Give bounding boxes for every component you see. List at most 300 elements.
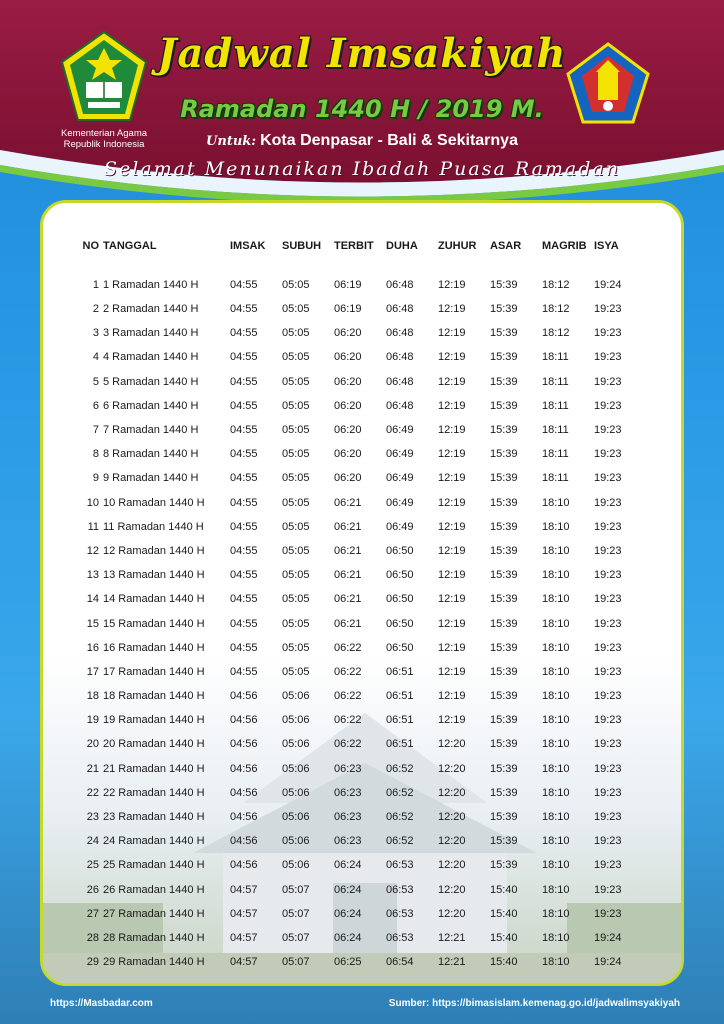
table-row: [73, 926, 638, 950]
cell-asar: 15:40: [490, 956, 518, 969]
cell-asar: 15:39: [490, 399, 518, 412]
cell-terbit: 06:22: [334, 690, 362, 703]
cell-duha: 06:53: [386, 859, 414, 872]
page-title: Jadwal Imsakiyah: [157, 30, 567, 77]
cell-isya: 19:23: [594, 641, 622, 654]
cell-duha: 06:49: [386, 448, 414, 461]
cell-terbit: 06:23: [334, 811, 362, 824]
table-row: [73, 563, 638, 587]
cell-isya: 19:23: [594, 738, 622, 751]
cell-date: 8 Ramadan 1440 H: [103, 448, 199, 461]
cell-duha: 06:52: [386, 762, 414, 775]
cell-zuhur: 12:19: [438, 617, 466, 630]
cell-terbit: 06:24: [334, 883, 362, 896]
table-row: [73, 394, 638, 418]
website-credit: https://Masbadar.com: [50, 998, 153, 1009]
cell-magrib: 18:10: [542, 907, 570, 920]
cell-terbit: 06:21: [334, 544, 362, 557]
cell-asar: 15:39: [490, 496, 518, 509]
cell-no: 15: [86, 617, 99, 630]
cell-zuhur: 12:19: [438, 424, 466, 437]
cell-date: 18 Ramadan 1440 H: [103, 690, 205, 703]
cell-subuh: 05:06: [282, 786, 310, 799]
cell-isya: 19:23: [594, 883, 622, 896]
cell-isya: 19:23: [594, 690, 622, 703]
cell-zuhur: 12:19: [438, 714, 466, 727]
cell-duha: 06:51: [386, 665, 414, 678]
cell-zuhur: 12:19: [438, 448, 466, 461]
cell-no: 22: [86, 786, 99, 799]
cell-zuhur: 12:19: [438, 544, 466, 557]
cell-isya: 19:23: [594, 665, 622, 678]
cell-imsak: 04:55: [230, 327, 258, 340]
cell-zuhur: 12:19: [438, 472, 466, 485]
cell-subuh: 05:05: [282, 496, 310, 509]
cell-no: 27: [86, 907, 99, 920]
cell-isya: 19:23: [594, 762, 622, 775]
cell-magrib: 18:10: [542, 738, 570, 751]
cell-date: 9 Ramadan 1440 H: [103, 472, 199, 485]
cell-magrib: 18:10: [542, 569, 570, 582]
cell-zuhur: 12:19: [438, 351, 466, 364]
cell-date: 25 Ramadan 1440 H: [103, 859, 205, 872]
cell-magrib: 18:11: [542, 399, 569, 412]
cell-asar: 15:39: [490, 375, 518, 388]
cell-duha: 06:50: [386, 617, 414, 630]
cell-date: 28 Ramadan 1440 H: [103, 931, 205, 944]
cell-zuhur: 12:20: [438, 883, 466, 896]
schedule-card: [40, 200, 684, 986]
header-subuh: SUBUH: [282, 240, 322, 252]
city-logo: [566, 42, 650, 126]
cell-zuhur: 12:19: [438, 641, 466, 654]
cell-no: 5: [92, 375, 99, 388]
header-duha: DUHA: [386, 240, 418, 252]
table-row: [73, 684, 638, 708]
cell-no: 24: [86, 835, 99, 848]
cell-date: 2 Ramadan 1440 H: [103, 303, 199, 316]
cell-date: 20 Ramadan 1440 H: [103, 738, 205, 751]
cell-magrib: 18:10: [542, 641, 570, 654]
cell-subuh: 05:06: [282, 811, 310, 824]
cell-no: 23: [86, 811, 99, 824]
cell-magrib: 18:11: [542, 351, 569, 364]
cell-terbit: 06:20: [334, 399, 362, 412]
cell-terbit: 06:24: [334, 859, 362, 872]
cell-asar: 15:39: [490, 279, 518, 291]
cell-zuhur: 12:19: [438, 690, 466, 703]
cell-no: 26: [86, 883, 99, 896]
cell-asar: 15:39: [490, 593, 518, 606]
cell-subuh: 05:05: [282, 617, 310, 630]
cell-magrib: 18:10: [542, 883, 570, 896]
cell-date: 13 Ramadan 1440 H: [103, 569, 205, 582]
cell-terbit: 06:20: [334, 424, 362, 437]
cell-date: 29 Ramadan 1440 H: [103, 956, 205, 969]
cell-isya: 19:24: [594, 956, 622, 969]
cell-zuhur: 12:20: [438, 786, 466, 799]
cell-subuh: 05:07: [282, 883, 310, 896]
cell-isya: 19:23: [594, 714, 622, 727]
cell-date: 1 Ramadan 1440 H: [103, 279, 199, 291]
table-row: [73, 853, 638, 877]
cell-isya: 19:23: [594, 351, 622, 364]
cell-duha: 06:54: [386, 956, 414, 969]
cell-subuh: 05:06: [282, 835, 310, 848]
table-row: [73, 829, 638, 853]
cell-magrib: 18:10: [542, 520, 570, 533]
cell-duha: 06:52: [386, 786, 414, 799]
cell-imsak: 04:55: [230, 448, 258, 461]
cell-asar: 15:39: [490, 472, 518, 485]
cell-no: 28: [86, 931, 99, 944]
cell-zuhur: 12:19: [438, 303, 466, 316]
cell-terbit: 06:21: [334, 520, 362, 533]
cell-subuh: 05:05: [282, 520, 310, 533]
cell-duha: 06:50: [386, 569, 414, 582]
cell-magrib: 18:10: [542, 835, 570, 848]
header-terbit: TERBIT: [334, 240, 374, 252]
cell-date: 16 Ramadan 1440 H: [103, 641, 205, 654]
cell-imsak: 04:55: [230, 593, 258, 606]
cell-terbit: 06:25: [334, 956, 362, 969]
cell-isya: 19:23: [594, 375, 622, 388]
cell-terbit: 06:21: [334, 496, 362, 509]
cell-duha: 06:50: [386, 593, 414, 606]
cell-imsak: 04:56: [230, 786, 258, 799]
cell-duha: 06:53: [386, 907, 414, 920]
cell-no: 7: [92, 424, 99, 437]
cell-imsak: 04:56: [230, 690, 258, 703]
cell-magrib: 18:10: [542, 690, 570, 703]
cell-subuh: 05:06: [282, 859, 310, 872]
cell-zuhur: 12:19: [438, 593, 466, 606]
cell-date: 26 Ramadan 1440 H: [103, 883, 205, 896]
table-row: [73, 418, 638, 442]
cell-duha: 06:48: [386, 351, 414, 364]
cell-imsak: 04:57: [230, 931, 258, 944]
cell-duha: 06:53: [386, 931, 414, 944]
cell-subuh: 05:05: [282, 327, 310, 340]
cell-duha: 06:49: [386, 424, 414, 437]
cell-isya: 19:23: [594, 835, 622, 848]
cell-imsak: 04:55: [230, 520, 258, 533]
cell-imsak: 04:56: [230, 714, 258, 727]
cell-isya: 19:23: [594, 496, 622, 509]
cell-zuhur: 12:21: [438, 956, 466, 969]
cell-imsak: 04:55: [230, 375, 258, 388]
cell-terbit: 06:21: [334, 617, 362, 630]
cell-zuhur: 12:20: [438, 859, 466, 872]
cell-isya: 19:23: [594, 424, 622, 437]
cell-duha: 06:48: [386, 375, 414, 388]
cell-asar: 15:39: [490, 762, 518, 775]
ministry-name-line1: Kementerian Agama: [60, 128, 148, 139]
cell-duha: 06:52: [386, 811, 414, 824]
header-date: TANGGAL: [103, 240, 157, 252]
cell-asar: 15:40: [490, 883, 518, 896]
cell-duha: 06:48: [386, 399, 414, 412]
cell-date: 23 Ramadan 1440 H: [103, 811, 205, 824]
table-row: [73, 611, 638, 635]
cell-subuh: 05:05: [282, 351, 310, 364]
cell-asar: 15:39: [490, 327, 518, 340]
cell-no: 19: [86, 714, 99, 727]
cell-imsak: 04:57: [230, 883, 258, 896]
cell-subuh: 05:05: [282, 375, 310, 388]
cell-no: 17: [86, 665, 99, 678]
cell-asar: 15:40: [490, 907, 518, 920]
cell-subuh: 05:07: [282, 931, 310, 944]
cell-asar: 15:39: [490, 786, 518, 799]
cell-isya: 19:24: [594, 931, 622, 944]
cell-no: 1: [92, 279, 99, 291]
cell-magrib: 18:10: [542, 786, 570, 799]
table-row: [73, 950, 638, 974]
cell-terbit: 06:23: [334, 835, 362, 848]
cell-no: 10: [86, 496, 99, 509]
cell-no: 6: [92, 399, 99, 412]
cell-zuhur: 12:19: [438, 327, 466, 340]
denpasar-emblem-icon: [566, 42, 650, 126]
cell-isya: 19:23: [594, 472, 622, 485]
cell-no: 9: [92, 472, 99, 485]
table-row: [73, 515, 638, 539]
cell-duha: 06:51: [386, 738, 414, 751]
cell-asar: 15:39: [490, 811, 518, 824]
cell-duha: 06:51: [386, 690, 414, 703]
table-row: [73, 902, 638, 926]
cell-duha: 06:49: [386, 496, 414, 509]
cell-no: 20: [86, 738, 99, 751]
cell-asar: 15:39: [490, 303, 518, 316]
cell-magrib: 18:11: [542, 448, 569, 461]
cell-magrib: 18:12: [542, 279, 570, 291]
cell-no: 3: [92, 327, 99, 340]
cell-isya: 19:23: [594, 327, 622, 340]
table-body: [73, 265, 638, 974]
cell-isya: 19:23: [594, 617, 622, 630]
cell-no: 16: [86, 641, 99, 654]
cell-asar: 15:40: [490, 931, 518, 944]
location-line: [0, 132, 724, 150]
cell-subuh: 05:06: [282, 762, 310, 775]
header-no: NO: [82, 240, 99, 252]
cell-zuhur: 12:20: [438, 811, 466, 824]
cell-subuh: 05:05: [282, 641, 310, 654]
imsakiyah-table: [73, 227, 638, 974]
cell-terbit: 06:20: [334, 448, 362, 461]
table-row: [73, 265, 638, 297]
cell-asar: 15:39: [490, 617, 518, 630]
cell-subuh: 05:07: [282, 956, 310, 969]
table-row: [73, 587, 638, 611]
cell-imsak: 04:55: [230, 303, 258, 316]
table-row: [73, 660, 638, 684]
table-row: [73, 370, 638, 394]
cell-no: 14: [86, 593, 99, 606]
cell-isya: 19:23: [594, 520, 622, 533]
cell-magrib: 18:10: [542, 617, 570, 630]
cell-isya: 19:23: [594, 907, 622, 920]
table-row: [73, 321, 638, 345]
table-row: [73, 708, 638, 732]
cell-asar: 15:39: [490, 424, 518, 437]
cell-imsak: 04:55: [230, 569, 258, 582]
cell-asar: 15:39: [490, 690, 518, 703]
cell-asar: 15:39: [490, 569, 518, 582]
cell-isya: 19:23: [594, 811, 622, 824]
cell-date: 27 Ramadan 1440 H: [103, 907, 205, 920]
cell-terbit: 06:20: [334, 472, 362, 485]
cell-imsak: 04:55: [230, 641, 258, 654]
cell-zuhur: 12:19: [438, 399, 466, 412]
cell-date: 3 Ramadan 1440 H: [103, 327, 199, 340]
cell-zuhur: 12:20: [438, 907, 466, 920]
table-row: [73, 442, 638, 466]
cell-terbit: 06:22: [334, 665, 362, 678]
cell-duha: 06:49: [386, 520, 414, 533]
source-credit: Sumber: https://bimasislam.kemenag.go.id/jadwalimsyakiyah: [388, 998, 680, 1009]
cell-terbit: 06:23: [334, 762, 362, 775]
cell-asar: 15:39: [490, 714, 518, 727]
cell-no: 12: [86, 544, 99, 557]
cell-imsak: 04:55: [230, 424, 258, 437]
cell-imsak: 04:56: [230, 762, 258, 775]
cell-imsak: 04:56: [230, 738, 258, 751]
table-row: [73, 539, 638, 563]
cell-imsak: 04:55: [230, 544, 258, 557]
cell-no: 8: [92, 448, 99, 461]
table-row: [73, 636, 638, 660]
table-row: [73, 732, 638, 756]
cell-magrib: 18:10: [542, 593, 570, 606]
cell-magrib: 18:10: [542, 665, 570, 678]
cell-duha: 06:50: [386, 641, 414, 654]
cell-magrib: 18:10: [542, 859, 570, 872]
cell-subuh: 05:06: [282, 690, 310, 703]
cell-no: 25: [86, 859, 99, 872]
cell-imsak: 04:56: [230, 859, 258, 872]
cell-no: 2: [92, 303, 99, 316]
cell-subuh: 05:05: [282, 303, 310, 316]
cell-magrib: 18:11: [542, 472, 569, 485]
cell-date: 4 Ramadan 1440 H: [103, 351, 199, 364]
cell-duha: 06:53: [386, 883, 414, 896]
table-row: [73, 781, 638, 805]
table-header-row: [73, 227, 638, 265]
cell-imsak: 04:57: [230, 956, 258, 969]
cell-asar: 15:39: [490, 544, 518, 557]
cell-date: 19 Ramadan 1440 H: [103, 714, 205, 727]
for-label: Untuk:: [206, 134, 257, 149]
cell-duha: 06:50: [386, 544, 414, 557]
cell-zuhur: 12:19: [438, 665, 466, 678]
cell-date: 22 Ramadan 1440 H: [103, 786, 205, 799]
cell-terbit: 06:20: [334, 375, 362, 388]
cell-subuh: 05:05: [282, 593, 310, 606]
cell-terbit: 06:19: [334, 279, 362, 291]
cell-imsak: 04:55: [230, 351, 258, 364]
table-row: [73, 757, 638, 781]
cell-zuhur: 12:21: [438, 931, 466, 944]
cell-magrib: 18:11: [542, 375, 569, 388]
cell-isya: 19:23: [594, 786, 622, 799]
cell-magrib: 18:10: [542, 544, 570, 557]
cell-no: 21: [86, 762, 99, 775]
cell-asar: 15:39: [490, 448, 518, 461]
cell-date: 15 Ramadan 1440 H: [103, 617, 205, 630]
cell-date: 14 Ramadan 1440 H: [103, 593, 205, 606]
header-zuhur: ZUHUR: [438, 240, 477, 252]
cell-isya: 19:23: [594, 399, 622, 412]
cell-zuhur: 12:19: [438, 569, 466, 582]
header-imsak: IMSAK: [230, 240, 266, 252]
cell-imsak: 04:56: [230, 835, 258, 848]
cell-date: 21 Ramadan 1440 H: [103, 762, 205, 775]
cell-subuh: 05:05: [282, 399, 310, 412]
page-subtitle: Ramadan 1440 H / 2019 M.: [180, 95, 544, 123]
city-label: Kota Denpasar - Bali & Sekitarnya: [260, 132, 518, 149]
cell-imsak: 04:56: [230, 811, 258, 824]
cell-magrib: 18:12: [542, 327, 570, 340]
cell-magrib: 18:10: [542, 496, 570, 509]
cell-magrib: 18:10: [542, 931, 570, 944]
cell-subuh: 05:06: [282, 738, 310, 751]
cell-magrib: 18:10: [542, 811, 570, 824]
cell-zuhur: 12:19: [438, 520, 466, 533]
cell-date: 12 Ramadan 1440 H: [103, 544, 205, 557]
cell-isya: 19:23: [594, 859, 622, 872]
cell-imsak: 04:55: [230, 496, 258, 509]
cell-terbit: 06:24: [334, 931, 362, 944]
cell-terbit: 06:21: [334, 569, 362, 582]
cell-date: 24 Ramadan 1440 H: [103, 835, 205, 848]
header-isya: ISYA: [594, 240, 619, 252]
cell-imsak: 04:55: [230, 665, 258, 678]
cell-magrib: 18:10: [542, 956, 570, 969]
cell-no: 11: [87, 520, 99, 533]
cell-magrib: 18:11: [542, 424, 569, 437]
cell-no: 4: [92, 351, 99, 364]
cell-date: 11 Ramadan 1440 H: [103, 520, 204, 533]
cell-zuhur: 12:19: [438, 279, 466, 291]
cell-subuh: 05:05: [282, 424, 310, 437]
cell-terbit: 06:22: [334, 714, 362, 727]
cell-subuh: 05:06: [282, 714, 310, 727]
cell-zuhur: 12:20: [438, 835, 466, 848]
cell-duha: 06:51: [386, 714, 414, 727]
cell-duha: 06:48: [386, 279, 414, 291]
cell-terbit: 06:20: [334, 351, 362, 364]
cell-subuh: 05:05: [282, 448, 310, 461]
cell-asar: 15:39: [490, 835, 518, 848]
cell-isya: 19:23: [594, 569, 622, 582]
cell-imsak: 04:55: [230, 472, 258, 485]
cell-imsak: 04:55: [230, 279, 258, 291]
cell-terbit: 06:20: [334, 327, 362, 340]
cell-terbit: 06:24: [334, 907, 362, 920]
cell-imsak: 04:57: [230, 907, 258, 920]
cell-zuhur: 12:19: [438, 496, 466, 509]
cell-duha: 06:49: [386, 472, 414, 485]
cell-isya: 19:23: [594, 448, 622, 461]
cell-date: 17 Ramadan 1440 H: [103, 665, 205, 678]
cell-isya: 19:23: [594, 593, 622, 606]
cell-magrib: 18:12: [542, 303, 570, 316]
cell-date: 10 Ramadan 1440 H: [103, 496, 205, 509]
cell-magrib: 18:10: [542, 762, 570, 775]
